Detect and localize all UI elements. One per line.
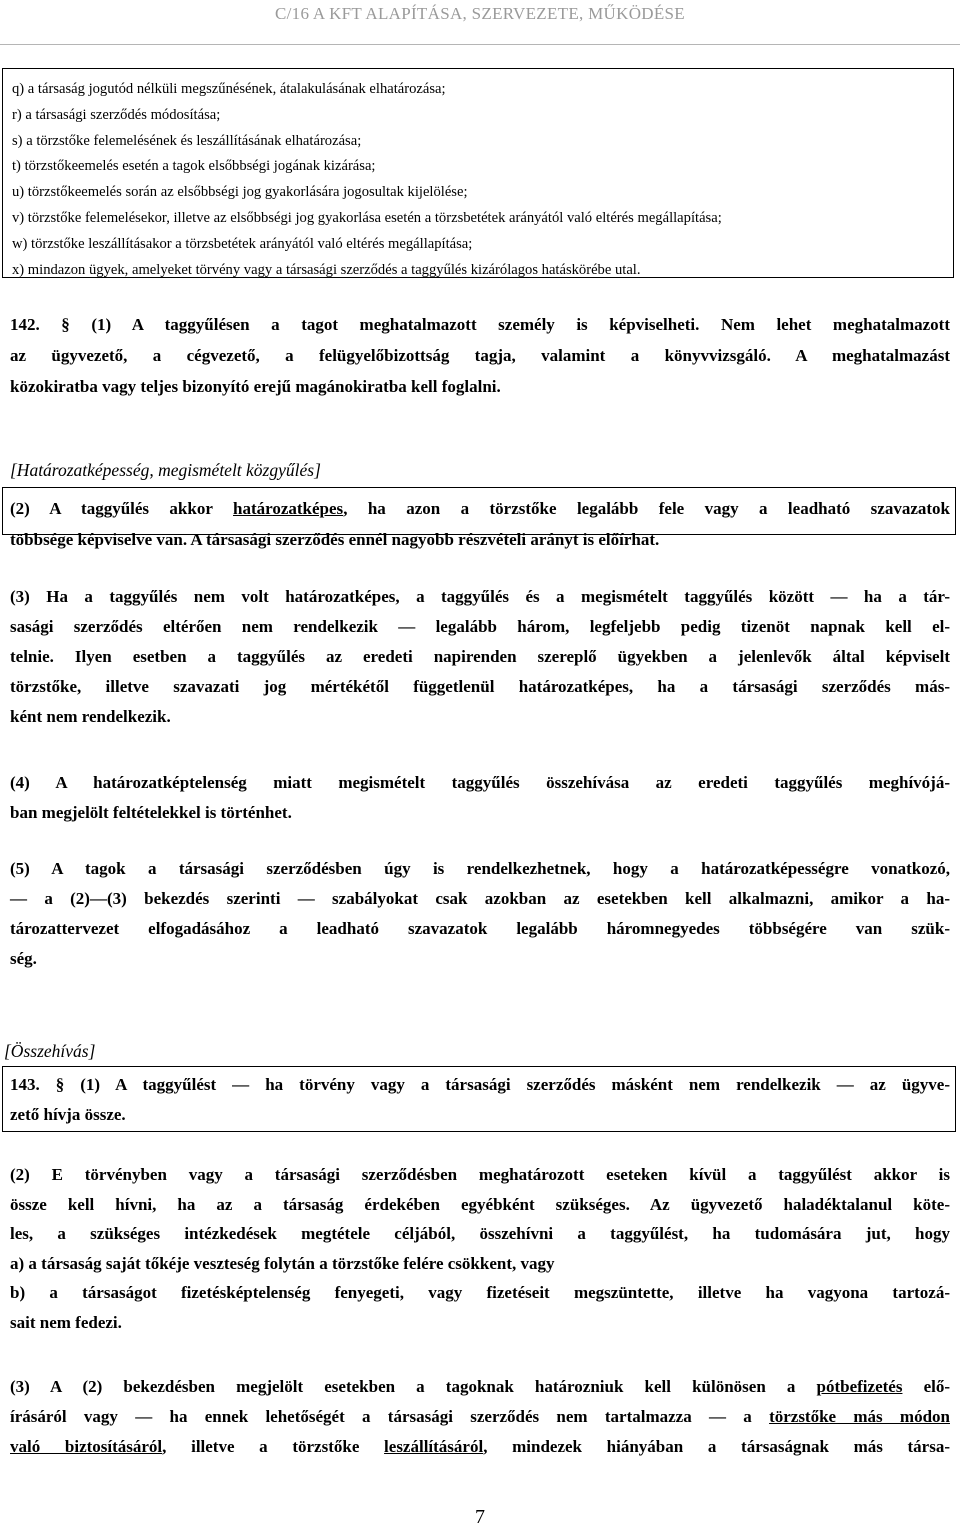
section-142-paragraph-1 xyxy=(10,309,950,402)
text-line: többsége képviselve van. A társasági szerződés ennél nagyobb részvételi arányt is előírhat. xyxy=(10,530,660,549)
list-item: w) törzstőke leszállításakor a törzsbetétek arányától való eltérés megállapítása; xyxy=(12,235,473,252)
section-label-osszehivas: [Összehívás] xyxy=(4,1041,96,1061)
section-143-paragraph-1 xyxy=(10,1070,950,1130)
paragraph-3 xyxy=(10,582,950,732)
text-line: az ügyvezető, a cégvezető, a felügyelőbizottság tagja, valamint a könyvvizsgáló. A meghatalmazást xyxy=(10,346,950,365)
text-line: (5) A tagok a társasági szerződésben úgy is rendelkezhetnek, hogy a határozatképességre vonatkozó, xyxy=(10,859,950,878)
list-item: v) törzstőke felemelésekor, illetve az elsőbbségi jog gyakorlása esetén a törzsbetétek arányától való eltérés megállapítása; xyxy=(12,209,722,226)
link-torzstoke-mas-modon[interactable]: törzstőke más módon xyxy=(769,1407,950,1426)
header-rule xyxy=(0,44,960,45)
text-fragment: elő- xyxy=(902,1377,950,1396)
link-leszallitasarol[interactable]: leszállításáról xyxy=(384,1437,484,1456)
text-fragment: , illetve a törzstőke xyxy=(162,1437,385,1456)
text-line xyxy=(10,1432,950,1462)
list-item: r) a társasági szerződés módosítása; xyxy=(12,106,221,123)
paragraph-5 xyxy=(10,854,950,974)
section-143-paragraph-2 xyxy=(10,1160,950,1337)
text-line: (2) E törvényben vagy a társasági szerződésben meghatározott eseteken kívül a taggyűlést akkor is xyxy=(10,1165,950,1184)
text-line: sasági szerződés eltérően nem rendelkezik — legalább három, legfeljebb pedig tizenöt napnak kell el- xyxy=(10,617,950,636)
text-line xyxy=(10,1372,950,1402)
text-line: sait nem fedezi. xyxy=(10,1312,122,1332)
text-fragment: , mindezek hiányában a társaságnak más társa- xyxy=(483,1437,950,1456)
text-line: ban megjelölt feltételekkel is történhet. xyxy=(10,803,292,822)
text-line xyxy=(10,493,950,524)
text-line: telnie. Ilyen esetben a taggyűlés az eredeti napirenden szereplő ügyekben a jelenlevők által képviselt xyxy=(10,647,950,666)
text-line: — a (2)—(3) bekezdés szerinti — szabályokat csak azokban az esetekben kell alkalmazni, amikor a ha- xyxy=(10,889,950,908)
text-line: 143. § (1) A taggyűlést — ha törvény vagy a társasági szerződés másként nem rendelkezik — az ügyve- xyxy=(10,1075,950,1094)
list-box xyxy=(2,68,954,278)
text-line: 142. § (1) A taggyűlésen a tagot meghatalmazott személy is képviselheti. Nem lehet meghatalmazott xyxy=(10,315,950,334)
link-hatarozatkepes[interactable]: határozatképes xyxy=(233,499,344,518)
paragraph-4 xyxy=(10,768,950,828)
text-line: ség. xyxy=(10,949,37,968)
text-line: közokiratba vagy teljes bizonyító erejű magánokiratba kell foglalni. xyxy=(10,377,501,396)
page-number: 7 xyxy=(475,1506,485,1528)
section-143-paragraph-3 xyxy=(10,1372,950,1462)
text-line: (3) Ha a taggyűlés nem volt határozatképes, a taggyűlés és a megismételt taggyűlés között — ha a tár- xyxy=(10,587,950,606)
list-item: u) törzstőkeemelés során az elsőbbségi jog gyakorlására jogosultak kijelölése; xyxy=(12,184,468,201)
text-line: zető hívja össze. xyxy=(10,1105,126,1124)
list-item: t) törzstőkeemelés esetén a tagok elsőbbségi jogának kizárása; xyxy=(12,158,376,175)
text-line xyxy=(10,1402,950,1432)
list-item: q) a társaság jogutód nélküli megszűnésének, átalakulásának elhatározása; xyxy=(12,81,446,97)
text-line: tározattervezet elfogadásához a leadható szavazatok legalább háromnegyedes többségére van szük- xyxy=(10,919,950,938)
list-item: x) mindazon ügyek, amelyeket törvény vagy a társasági szerződés a taggyűlés kizárólagos hatáskörébe utal. xyxy=(12,261,641,278)
running-header: C/16 A KFT ALAPÍTÁSA, SZERVEZETE, MŰKÖDÉSE xyxy=(275,4,685,23)
text-line: b) a társaságot fizetésképtelenség fenyegeti, vagy fizetéseit megszüntette, illetve ha vagyona tartozá- xyxy=(10,1283,950,1302)
text-line: össze kell hívni, ha az a társaság érdekében egyébként szükséges. Az ügyvezető haladéktalanul köte- xyxy=(10,1194,950,1214)
text-fragment: (2) A taggyűlés akkor xyxy=(10,499,233,518)
text-line: törzstőke, illetve szavazati jog mértékétől függetlenül határozatképes, ha a társasági szerződés más- xyxy=(10,677,950,696)
text-line: ként nem rendelkezik. xyxy=(10,707,171,726)
text-line: (4) A határozatképtelenség miatt megismételt taggyűlés összehívása az eredeti taggyűlés meghívójá- xyxy=(10,773,950,792)
link-valo-biztositasarol[interactable]: való biztosításáról xyxy=(10,1437,163,1456)
text-fragment: írásáról vagy — ha ennek lehetőségét a társasági szerződés nem tartalmazza — a xyxy=(10,1407,770,1426)
text-line: les, a szükséges intézkedések megtétele céljából, összehívni a taggyűlést, ha tudomására jut, hogy xyxy=(10,1224,950,1243)
text-fragment: , ha azon a törzstőke legalább fele vagy a leadható szavazatok xyxy=(343,499,950,518)
link-potbefizetes[interactable]: pótbefizetés xyxy=(816,1377,903,1396)
text-fragment: (3) A (2) bekezdésben megjelölt esetekben a tagoknak határozniuk kell különösen a xyxy=(10,1377,817,1396)
text-line: a) a társaság saját tőkéje veszteség folytán a törzstőke felére csökkent, vagy xyxy=(10,1253,555,1273)
list-item: s) a törzstőke felemelésének és leszállításának elhatározása; xyxy=(12,132,362,149)
paragraph-2 xyxy=(10,493,950,555)
section-label-hatarozatkepesseg: [Határozatképesség, megismételt közgyűlés] xyxy=(10,460,321,480)
